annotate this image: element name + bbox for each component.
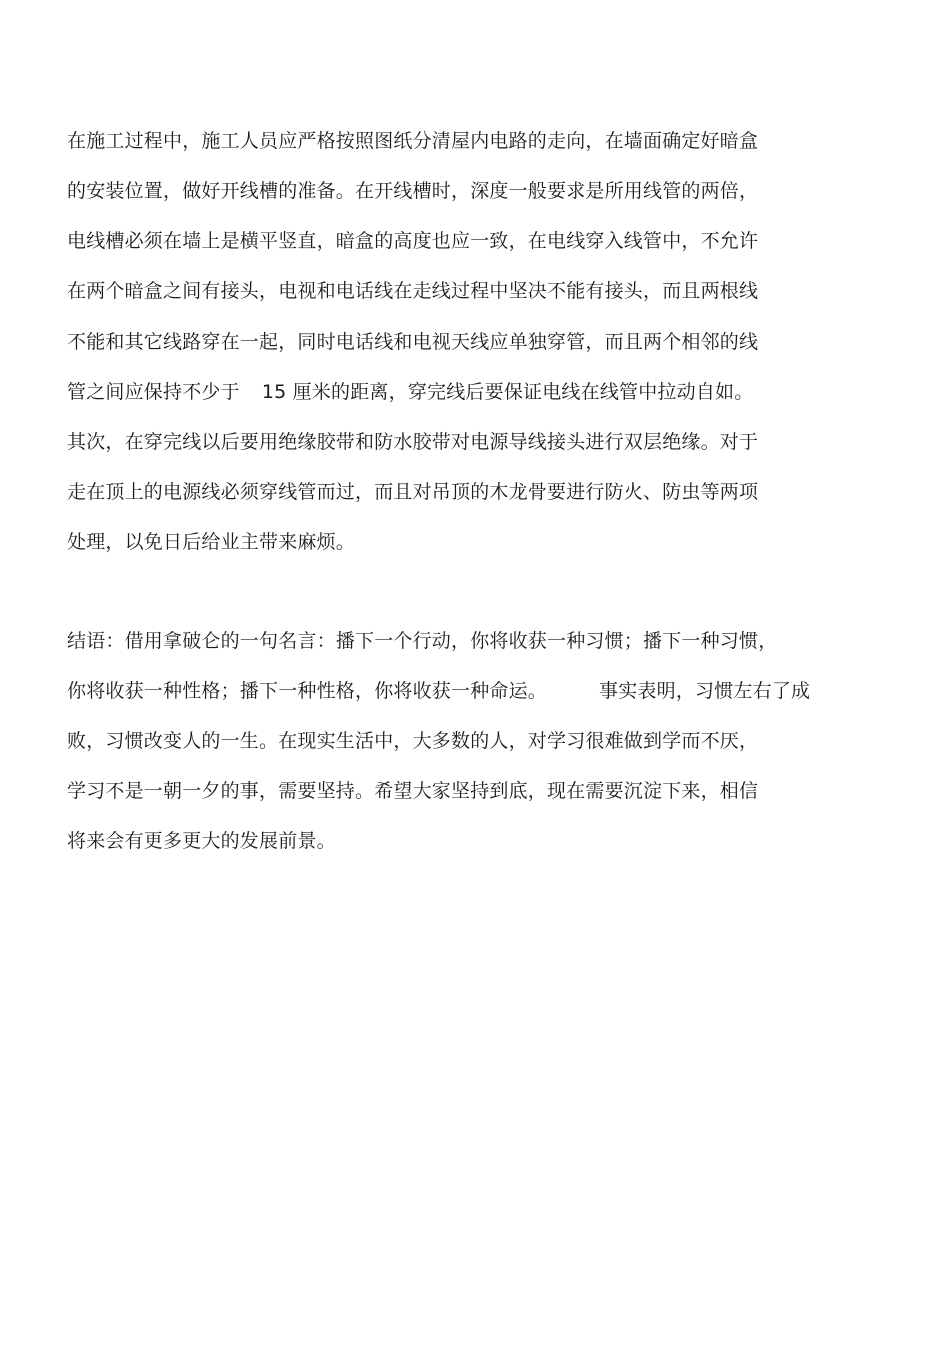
text-segment: 15 厘米的距离，穿完线后要保证电线在线管中拉动自如。 (261, 381, 754, 403)
text-line: 走在顶上的电源线必须穿线管而过，而且对吊顶的木龙骨要进行防火、防虫等两项 (67, 481, 759, 503)
text-line: 其次，在穿完线以后要用绝缘胶带和防水胶带对电源导线接头进行双层绝缘。对于 (67, 431, 759, 453)
text-line (67, 380, 753, 404)
text-line (67, 679, 810, 703)
text-segment: 管之间应保持不少于 (67, 381, 240, 403)
text-line: 电线槽必须在墙上是横平竖直，暗盒的高度也应一致，在电线穿入线管中，不允许 (67, 230, 759, 252)
text-line: 不能和其它线路穿在一起，同时电话线和电视天线应单独穿管，而且两个相邻的线 (67, 331, 759, 353)
text-line: 的安装位置，做好开线槽的准备。在开线槽时，深度一般要求是所用线管的两倍， (67, 180, 759, 202)
text-line: 败，习惯改变人的一生。在现实生活中，大多数的人，对学习很难做到学而不厌， (67, 730, 759, 752)
text-line: 处理，以免日后给业主带来麻烦。 (67, 531, 356, 553)
text-line: 将来会有更多更大的发展前景。 (67, 830, 336, 852)
text-line: 在两个暗盒之间有接头，电视和电话线在走线过程中坚决不能有接头，而且两根线 (67, 280, 759, 302)
text-segment: 事实表明，习惯左右了成 (599, 680, 811, 702)
text-line: 在施工过程中，施工人员应严格按照图纸分清屋内电路的走向，在墙面确定好暗盒 (67, 130, 759, 152)
text-line: 结语：借用拿破仑的一句名言：播下一个行动，你将收获一种习惯；播下一种习惯， (67, 630, 778, 652)
text-line: 学习不是一朝一夕的事，需要坚持。希望大家坚持到底，现在需要沉淀下来，相信 (67, 780, 759, 802)
text-segment: 你将收获一种性格；播下一种性格，你将收获一种命运。 (67, 680, 548, 702)
